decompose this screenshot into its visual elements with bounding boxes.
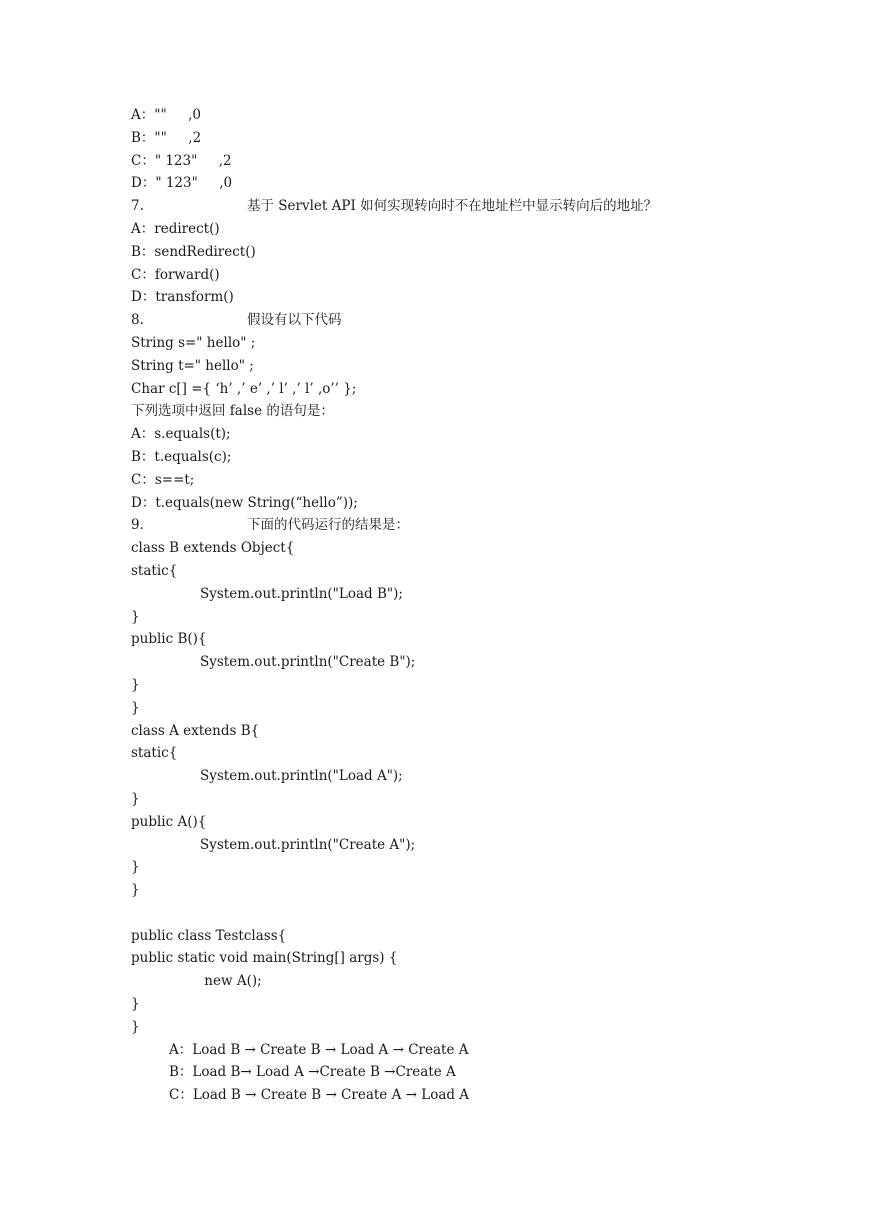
blank-line	[131, 902, 831, 925]
q9-code-line: System.out.println("Load A");	[200, 768, 403, 785]
q7-option-c: C：forward()	[131, 266, 220, 283]
q9-code-line: }	[131, 608, 140, 625]
q8-code-line: String t=" hello" ;	[131, 357, 254, 374]
q9-code-line: new A();	[200, 973, 262, 990]
q9-code-line: class A extends B{	[131, 722, 260, 739]
q7-option-b: B：sendRedirect()	[131, 243, 256, 260]
q8-code-line: Char c[] ={ ‘h’ ,’ e’ ,’ l’ ,’ l’ ,o’’ };	[131, 380, 357, 397]
q8-option-d: D：t.equals(new String(“hello”));	[131, 494, 358, 511]
q7-option-d: D：transform()	[131, 289, 234, 306]
q9-question	[131, 514, 831, 537]
q6-option-a: A："" ,0	[131, 107, 202, 123]
q8-option-a: A：s.equals(t);	[131, 426, 231, 443]
q9-code-line: }	[131, 1018, 140, 1035]
q9-code-line: public A(){	[131, 813, 207, 830]
q8-option-b: B：t.equals(c);	[131, 448, 232, 465]
q9-code-line: System.out.println("Load B");	[200, 585, 403, 602]
q9-code-line: System.out.println("Create B");	[200, 654, 416, 671]
q8-option-c: C：s==t;	[131, 471, 195, 488]
q9-code-line: }	[131, 882, 140, 899]
q9-code-line: static{	[131, 745, 178, 762]
q8-code-line: String s=" hello" ;	[131, 334, 256, 351]
q6-option-d: D：" 123" ,0	[131, 175, 233, 192]
q8-question	[131, 309, 831, 332]
document-body	[131, 104, 831, 1107]
q9-option-b: B：Load B→ Load A →Create B →Create A	[169, 1064, 456, 1081]
q6-option-b: B："" ,2	[131, 129, 202, 146]
q9-code-line: }	[131, 676, 140, 693]
q9-code-line: System.out.println("Create A");	[200, 836, 416, 853]
q9-code-line: static{	[131, 562, 178, 579]
q7-text: 基于 Servlet API 如何实现转向时不在地址栏中显示转向后的地址？	[247, 198, 658, 215]
q7-question	[131, 195, 831, 218]
q7-number: 7.	[131, 198, 144, 215]
q9-code-line: class B extends Object{	[131, 540, 295, 557]
q9-code-line: }	[131, 790, 140, 807]
q9-option-a: A：Load B → Create B → Load A → Create A	[169, 1041, 469, 1058]
q9-option-c: C：Load B → Create B → Create A → Load A	[169, 1087, 470, 1104]
q9-code-line: public class Testclass{	[131, 927, 287, 944]
q9-code-line: }	[131, 996, 140, 1013]
q9-text: 下面的代码运行的结果是：	[247, 517, 409, 534]
q6-option-c: C：" 123" ,2	[131, 152, 232, 169]
q9-code-line: public B(){	[131, 631, 207, 648]
q7-option-a: A：redirect()	[131, 220, 220, 237]
q9-code-line: }	[131, 699, 140, 716]
q9-number: 9.	[131, 517, 144, 534]
q9-code-line: }	[131, 859, 140, 876]
q8-prompt: 下列选项中返回 false 的语句是：	[131, 403, 334, 420]
q9-code-line: public static void main(String[] args) {	[131, 950, 398, 967]
q8-number: 8.	[131, 312, 144, 329]
q8-text: 假设有以下代码	[247, 312, 342, 329]
